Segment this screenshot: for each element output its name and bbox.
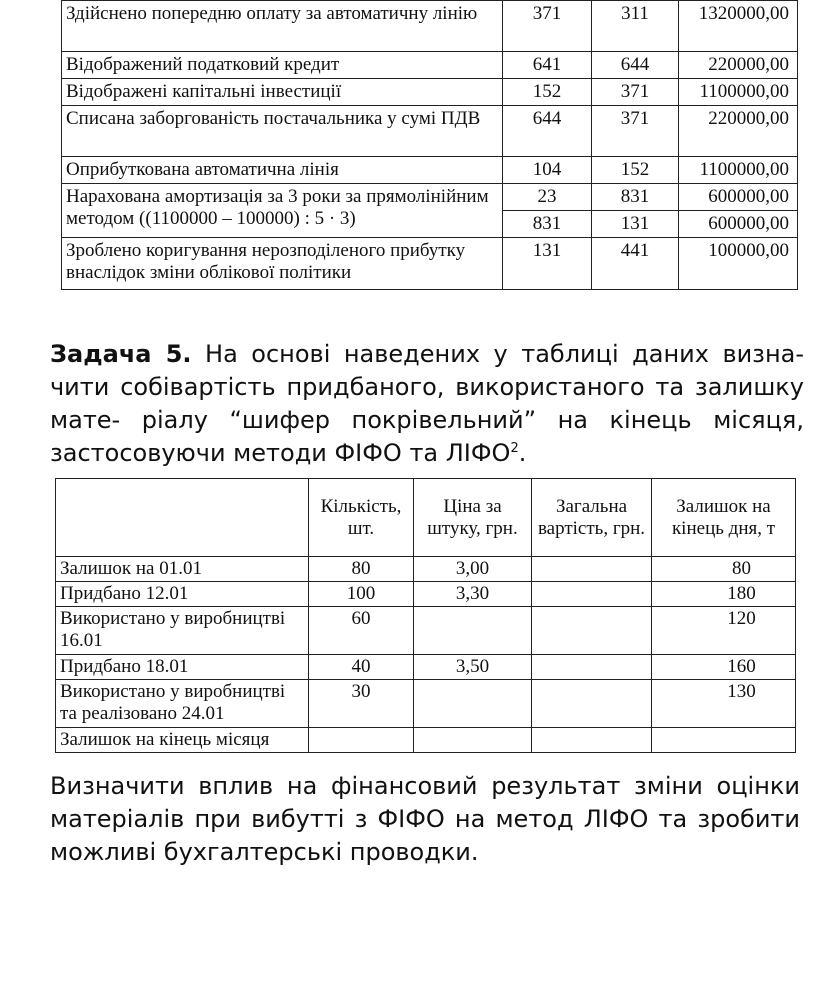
price-cell: 3,00 bbox=[414, 557, 532, 582]
entry-description: Оприбуткована автоматична лінія bbox=[62, 157, 503, 184]
footnote-marker: 2 bbox=[510, 441, 519, 456]
row-label: Використано у виробництві та реалізовано 24.01 bbox=[56, 680, 309, 728]
credit-account: 644 bbox=[592, 52, 679, 79]
table-row bbox=[56, 557, 796, 582]
row-label: Залишок на кінець місяця bbox=[56, 728, 309, 753]
table-row bbox=[56, 582, 796, 607]
debit-account: 641 bbox=[503, 52, 592, 79]
credit-account: 152 bbox=[592, 157, 679, 184]
header-empty bbox=[56, 479, 309, 557]
entry-amount: 1100000,00 bbox=[679, 79, 798, 106]
header-quantity: Кількість, шт. bbox=[309, 479, 414, 557]
entry-amount: 600000,00 bbox=[679, 211, 798, 238]
debit-account: 23 bbox=[503, 184, 592, 211]
entry-amount: 1100000,00 bbox=[679, 157, 798, 184]
quantity-cell: 60 bbox=[309, 607, 414, 655]
quantity-cell: 40 bbox=[309, 655, 414, 680]
table-row bbox=[62, 184, 798, 211]
table-row bbox=[56, 607, 796, 655]
total-cell bbox=[532, 728, 652, 753]
header-balance: Залишок на кінець дня, т bbox=[652, 479, 796, 557]
header-price: Ціна за штуку, грн. bbox=[414, 479, 532, 557]
conclusion-text: Визначити вплив на фінансовий результат зміни оцінки матеріалів при вибутті з ФІФО на метод ЛІФО та зробити можливі бухгалтерські проводки. bbox=[50, 772, 800, 866]
entry-amount: 100000,00 bbox=[679, 238, 798, 290]
quantity-cell bbox=[309, 728, 414, 753]
price-cell: 3,50 bbox=[414, 655, 532, 680]
table-row bbox=[62, 1, 798, 52]
credit-account: 371 bbox=[592, 79, 679, 106]
header-total: Загальна вартість, грн. bbox=[532, 479, 652, 557]
entry-description: Списана заборгованість постачальника у сумі ПДВ bbox=[62, 106, 503, 157]
quantity-cell: 80 bbox=[309, 557, 414, 582]
table-row bbox=[56, 655, 796, 680]
row-label: Придбано 12.01 bbox=[56, 582, 309, 607]
task-label: Задача 5. bbox=[50, 340, 192, 368]
table-row bbox=[56, 728, 796, 753]
entry-amount: 220000,00 bbox=[679, 52, 798, 79]
total-cell bbox=[532, 655, 652, 680]
debit-account: 371 bbox=[503, 1, 592, 52]
row-label: Залишок на 01.01 bbox=[56, 557, 309, 582]
table-row bbox=[62, 157, 798, 184]
balance-cell: 160 bbox=[652, 655, 796, 680]
price-cell: 3,30 bbox=[414, 582, 532, 607]
debit-account: 104 bbox=[503, 157, 592, 184]
entry-amount: 1320000,00 bbox=[679, 1, 798, 52]
debit-account: 131 bbox=[503, 238, 592, 290]
entry-description: Здійснено попередню оплату за автоматичну лінію bbox=[62, 1, 503, 52]
credit-account: 311 bbox=[592, 1, 679, 52]
row-label: Придбано 18.01 bbox=[56, 655, 309, 680]
debit-account: 152 bbox=[503, 79, 592, 106]
table-row bbox=[62, 106, 798, 157]
entry-description: Зроблено коригування нерозподіленого прибутку внаслідок зміни облікової політики bbox=[62, 238, 503, 290]
price-cell bbox=[414, 728, 532, 753]
debit-account: 831 bbox=[503, 211, 592, 238]
table-header-row bbox=[56, 479, 796, 557]
price-cell bbox=[414, 607, 532, 655]
table-row bbox=[62, 238, 798, 290]
balance-cell: 120 bbox=[652, 607, 796, 655]
total-cell bbox=[532, 680, 652, 728]
balance-cell bbox=[652, 728, 796, 753]
entry-description: Відображені капітальні інвестиції bbox=[62, 79, 503, 106]
price-cell bbox=[414, 680, 532, 728]
entry-amount: 600000,00 bbox=[679, 184, 798, 211]
credit-account: 441 bbox=[592, 238, 679, 290]
task-statement bbox=[50, 338, 804, 470]
total-cell bbox=[532, 557, 652, 582]
balance-cell: 180 bbox=[652, 582, 796, 607]
debit-account: 644 bbox=[503, 106, 592, 157]
task-text: На основі наведених у таблиці даних визна- чити собівартість придбаного, використаного та залишку мате- ріалу “шифер покрівельний” на кінець місяця, застосовуючи методи ФІФО та ЛІФО bbox=[50, 340, 805, 467]
task-end: . bbox=[518, 439, 527, 467]
balance-cell: 80 bbox=[652, 557, 796, 582]
total-cell bbox=[532, 607, 652, 655]
quantity-cell: 100 bbox=[309, 582, 414, 607]
table-row bbox=[62, 52, 798, 79]
credit-account: 371 bbox=[592, 106, 679, 157]
balance-cell: 130 bbox=[652, 680, 796, 728]
materials-table bbox=[55, 478, 796, 753]
entry-description: Відображений податковий кредит bbox=[62, 52, 503, 79]
entry-description: Нарахована амортизація за 3 роки за прямолінійним методом ((1100000 – 100000) : 5 · 3) bbox=[62, 184, 503, 238]
credit-account: 131 bbox=[592, 211, 679, 238]
credit-account: 831 bbox=[592, 184, 679, 211]
entries-table bbox=[61, 0, 798, 290]
table-row bbox=[62, 79, 798, 106]
row-label: Використано у виробництві 16.01 bbox=[56, 607, 309, 655]
total-cell bbox=[532, 582, 652, 607]
table-row bbox=[56, 680, 796, 728]
entry-amount: 220000,00 bbox=[679, 106, 798, 157]
quantity-cell: 30 bbox=[309, 680, 414, 728]
